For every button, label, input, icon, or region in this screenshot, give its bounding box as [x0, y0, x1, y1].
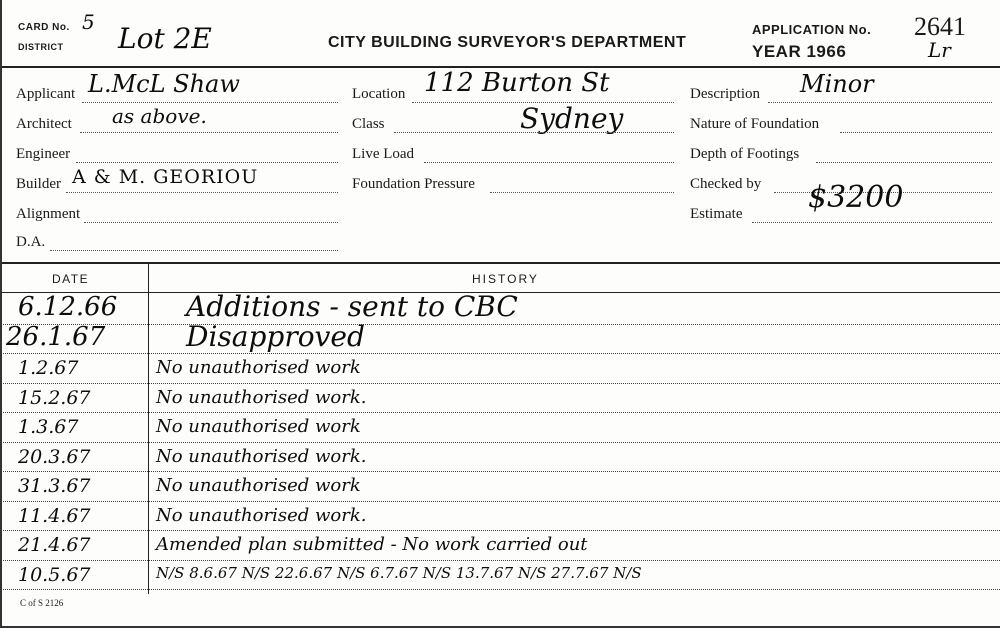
- estimate-value: $3200: [808, 180, 904, 215]
- history-entry: No unauthorised work.: [156, 445, 367, 467]
- history-row-rule: [0, 530, 1000, 531]
- location-suburb: Sydney: [520, 102, 624, 135]
- builder-value: A & M. GEORIOU: [72, 166, 259, 188]
- history-row-rule: [0, 442, 1000, 443]
- history-date: 1.2.67: [18, 357, 79, 379]
- history-entry: No unauthorised work.: [156, 504, 367, 526]
- history-row-rule: [0, 560, 1000, 561]
- history-row-rule: [0, 383, 1000, 384]
- form-number: C of S 2126: [20, 598, 64, 608]
- history-entry: N/S 8.6.67 N/S 22.6.67 N/S 6.7.67 N/S 13.7.67 N/S 27.7.67 N/S: [156, 563, 642, 582]
- history-row-rule: [0, 353, 1000, 354]
- history-row-rule: [0, 589, 1000, 590]
- history-entry: Disapproved: [186, 319, 365, 353]
- class-label: Class: [352, 116, 385, 132]
- engineer-label: Engineer: [16, 146, 71, 162]
- history-header: HISTORY: [472, 272, 539, 286]
- history-row-rule: [0, 324, 1000, 325]
- alignment-label: Alignment: [16, 206, 81, 222]
- da-label: D.A.: [16, 234, 46, 250]
- depth-of-footings-label: Depth of Footings: [690, 146, 800, 162]
- live-load-label: Live Load: [352, 146, 415, 162]
- location-label: Location: [352, 86, 406, 102]
- district-value: Lot 2E: [118, 22, 212, 55]
- date-column-divider: [148, 262, 149, 594]
- history-entry: No unauthorised work: [156, 475, 361, 496]
- year-mark: Lr: [928, 38, 951, 62]
- history-top-rule: [0, 262, 1000, 264]
- description-value: Minor: [800, 70, 874, 98]
- history-date: 15.2.67: [18, 386, 91, 409]
- history-date: 1.3.67: [18, 416, 79, 438]
- nature-of-foundation-label: Nature of Foundation: [690, 116, 820, 132]
- history-row-rule: [0, 412, 1000, 413]
- year-label: YEAR 1966: [752, 42, 847, 61]
- card-no-label: CARD No.: [18, 22, 70, 33]
- description-label: Description: [690, 86, 760, 102]
- location-value: 112 Burton St: [424, 68, 610, 98]
- estimate-label: Estimate: [690, 206, 743, 222]
- history-date: 21.4.67: [18, 534, 91, 556]
- history-entry: No unauthorised work: [156, 416, 361, 437]
- checked-by-label: Checked by: [690, 176, 762, 192]
- card-no-value: 5: [82, 10, 95, 34]
- history-entry: No unauthorised work.: [156, 386, 367, 408]
- history-row-rule: [0, 471, 1000, 472]
- history-entry: Additions - sent to CBC: [186, 290, 518, 323]
- history-entry: No unauthorised work: [156, 357, 361, 378]
- applicant-value: L.McL Shaw: [88, 70, 240, 98]
- application-label: APPLICATION No.: [752, 22, 872, 37]
- applicant-label: Applicant: [16, 86, 76, 102]
- department-title: CITY BUILDING SURVEYOR'S DEPARTMENT: [328, 34, 687, 51]
- history-date: 6.12.66: [18, 292, 118, 322]
- history-date: 11.4.67: [18, 504, 91, 527]
- architect-value: as above.: [112, 104, 207, 128]
- district-label: DISTRICT: [18, 42, 64, 52]
- history-row-rule: [0, 501, 1000, 502]
- history-entry: Amended plan submitted - No work carried out: [156, 534, 588, 555]
- architect-label: Architect: [16, 116, 72, 132]
- history-date: 26.1.67: [6, 321, 106, 352]
- history-date: 20.3.67: [18, 445, 91, 468]
- foundation-pressure-label: Foundation Pressure: [352, 176, 475, 192]
- history-date: 31.3.67: [18, 475, 91, 497]
- builder-label: Builder: [16, 176, 61, 192]
- application-number: 2641: [914, 12, 966, 41]
- date-header: DATE: [52, 272, 90, 286]
- history-date: 10.5.67: [18, 563, 91, 586]
